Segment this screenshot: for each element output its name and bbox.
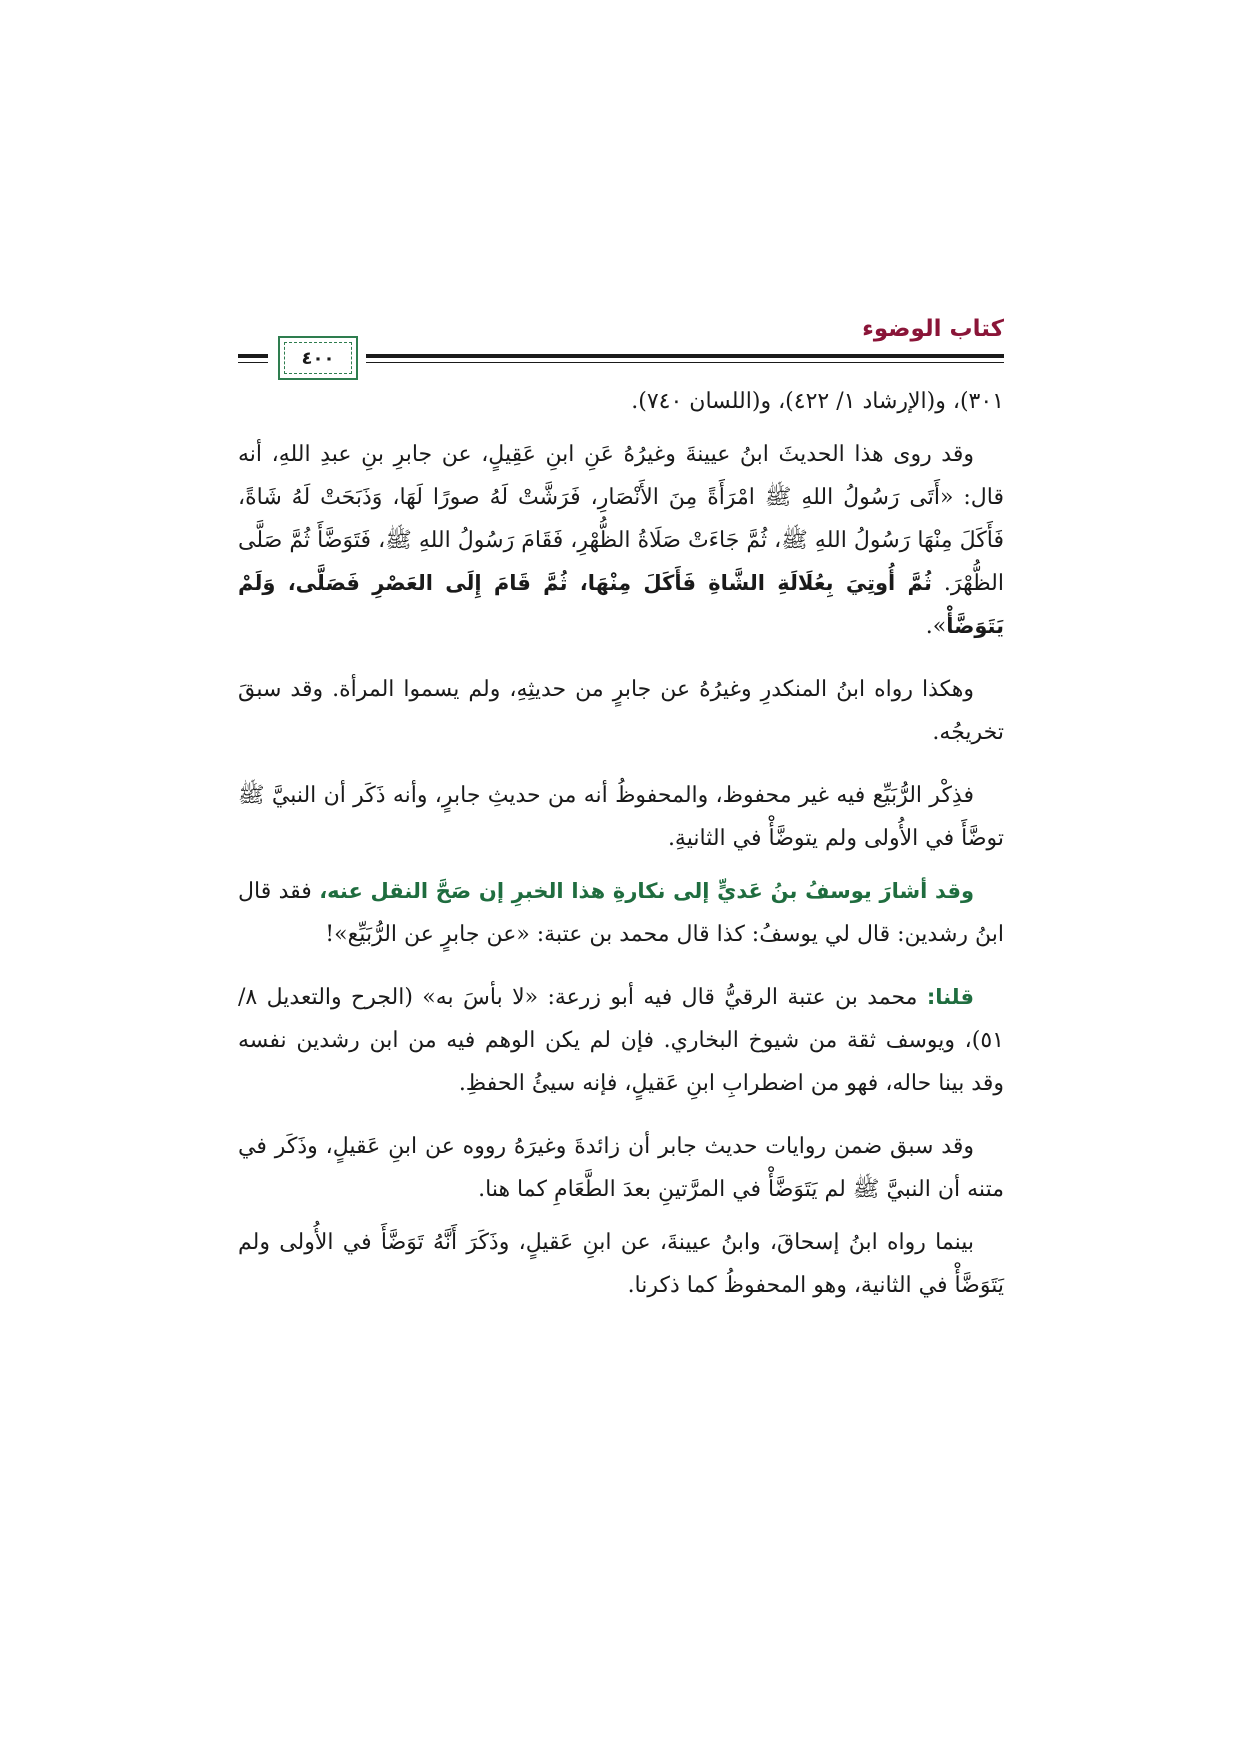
hadith-bold-text: ثُمَّ أُوتِيَ بِعُلَالَةِ الشَّاةِ فَأَكَلَ مِنْهَا، ثُمَّ قَامَ إِلَى العَصْرِ فَصَلَّى، وَلَمْ يَتَوَضَّأْ [238, 571, 1004, 638]
header-rule-left-thin [238, 362, 268, 363]
paragraph-zaida: وقد سبق ضمن روايات حديث جابر أن زائدةَ وغيرَهُ رووه عن ابنِ عَقيلٍ، وذَكَر في متنه أن النبيَّ ﷺ لم يَتَوَضَّأْ في المرَّتينِ بعدَ الطَّعَامِ كما هنا. [238, 1134, 1004, 1202]
paragraph-ibn-munkadir: وهكذا رواه ابنُ المنكدرِ وغيرُهُ عن جابرٍ من حديثِهِ، ولم يسموا المرأة. وقد سبقَ تخريجُه. [238, 677, 1004, 745]
header-rule-thin [366, 362, 1004, 363]
hadith-text: وقد روى هذا الحديثَ ابنُ عيينةَ وغيرُهُ عَنِ ابنِ عَقِيلٍ، عن جابرِ بنِ عبدِ اللهِ، أنه قال: «أَتَى رَسُولُ اللهِ ﷺ امْرَأَةً مِنَ الأَنْصَارِ، فَرَشَّتْ لَهُ صورًا لَهَا، وَذَبَحَتْ لَهُ شَاةً، فَأَكَلَ مِنْهَا رَسُولُ اللهِ ﷺ، ثُمَّ جَاءَتْ صَلَاةُ الظُّهْرِ، فَقَامَ رَسُولُ اللهِ ﷺ، فَتَوَضَّأَ ثُمَّ صَلَّى الظُّهْرَ. [238, 442, 1004, 596]
page-number-badge [278, 336, 358, 380]
highlighted-statement: وقد أشارَ يوسفُ بنُ عَديٍّ إلى نكارةِ هذا الخبرِ إن صَحَّ النقل عنه، [319, 879, 974, 903]
paragraph-yusuf-rest: فقد قال ابنُ رشدين: قال لي يوسفُ: كذا قال محمد بن عتبة: «عن جابرٍ عن الرُّبَيِّع»! [238, 879, 1004, 947]
paragraph-yusuf-adi [238, 870, 1004, 956]
footnote-continuation: ٣٠١)، و(الإرشاد ١/ ٤٢٢)، و(اللسان ٧٤٠). [631, 389, 1004, 414]
page-header [238, 310, 1004, 380]
paragraph-ibn-ishaq: بينما رواه ابنُ إسحاقَ، وابنُ عيينةَ، عن ابنِ عَقيلٍ، وذَكَرَ أَنَّهُ تَوَضَّأَ في الأُولى ولم يَتَوَضَّأْ في الثانية، وهو المحفوظُ كما ذكرنا. [238, 1230, 1004, 1298]
paragraph-rubayyi: فذِكْر الرُّبَيِّع فيه غير محفوظ، والمحفوظُ أنه من حديثِ جابرٍ، وأنه ذَكَر أن النبيَّ ﷺ توضَّأَ في الأُولى ولم يتوضَّأْ في الثانيةِ. [238, 783, 1004, 851]
header-rule-left-thick [238, 354, 268, 358]
book-page [238, 310, 1004, 1307]
hadith-close: ». [925, 614, 947, 639]
page-number: ٤٠٠ [301, 347, 335, 369]
header-rule-thick [366, 354, 1004, 358]
paragraph-qulna [238, 976, 1004, 1105]
page-body [238, 380, 1004, 1307]
qulna-text: محمد بن عتبة الرقيُّ قال فيه أبو زرعة: «لا بأسَ به» (الجرح والتعديل ٨/ ٥١)، ويوسف ثقة من شيوخ البخاري. فإن لم يكن الوهم فيه من ابن رشدين نفسه وقد بينا حاله، فهو من اضطرابِ ابنِ عَقيلٍ، فإنه سيئُ الحفظِ. [238, 985, 1004, 1096]
qulna-label: قلنا: [926, 985, 974, 1009]
paragraph-hadith [238, 433, 1004, 648]
book-title: كتاب الوضوء [862, 316, 1004, 342]
